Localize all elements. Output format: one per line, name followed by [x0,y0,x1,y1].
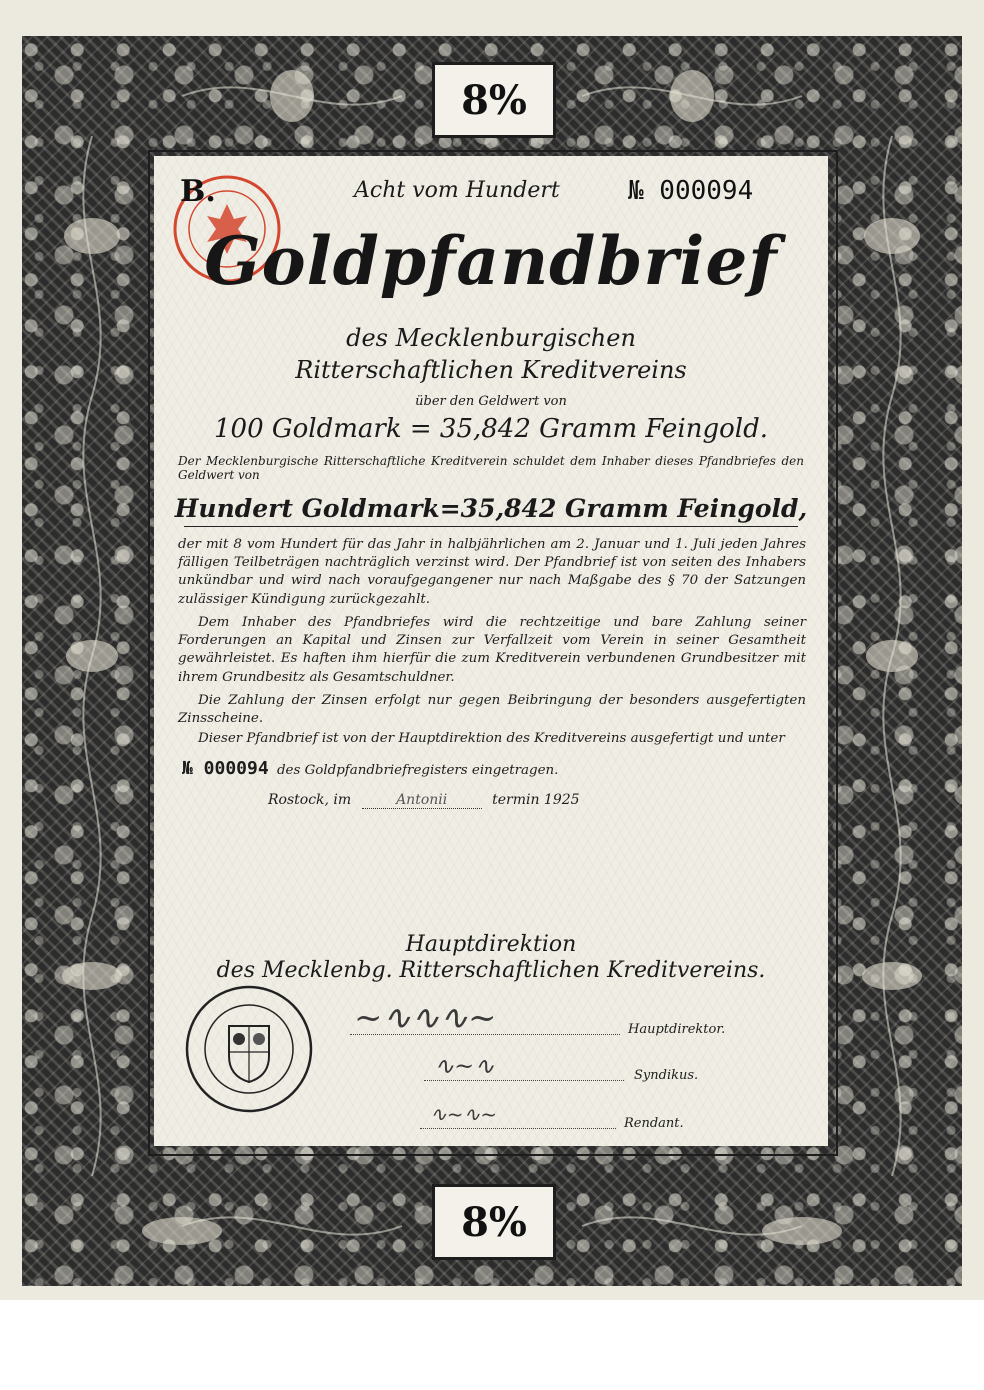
debt-intro: Der Mecklenburgische Ritterschaftliche Kreditverein schuldet dem Inhaber dieses Pfandbriefes den Geldwert von [178,454,804,482]
percent-top-text: 8% [461,76,527,124]
direktion-line-2: des Mecklenbg. Ritterschaftlichen Kreditvereins. [216,958,766,983]
signature-hauptdirektor: ~∿∿∿~ [354,998,497,1038]
place-label: Rostock, im [268,792,352,808]
value-intro: über den Geldwert von [415,394,567,409]
register-number: № 000094 [182,758,269,779]
signature-line-3 [420,1128,616,1129]
direktion-line-1: Hauptdirektion [405,932,577,957]
header-rate: Acht vom Hundert [354,178,560,203]
signature-line-2 [424,1080,624,1081]
document-title: Goldpfandbrief [204,222,778,300]
issuer-line-2: Ritterschaftlichen Kreditvereins [295,356,687,384]
paragraph-1: der mit 8 vom Hundert für das Jahr in halbjährlichen am 2. Januar und 1. Juli jeden Jahres fälligen Teilbeträgen nachträglich verzinst wird. Der Pfandbrief ist von seiten des Inhabers unkündbar und wird nach voraufgegangener nur nach Maßgabe des § 70 der Satzungen zulässiger Kündigung zurückgezahlt. [178,537,806,607]
register-tail: des Goldpfandbriefregisters eingetragen. [276,763,559,778]
paragraph-3: Die Zahlung der Zinsen erfolgt nur gegen Beibringung der besonders ausgefertigten Zinsscheine. [178,693,806,727]
bottom-margin [0,1300,984,1390]
paragraph-2: Dem Inhaber des Pfandbriefes wird die rechtzeitige und bare Zahlung seiner Forderungen an Kapital und Zinsen zur Verfallzeit vom Verein in seiner Gesamtheit gewährleistet. Es haften ihm hierfür die zum Kreditverein verbundenen Grundbesitzer mit ihrem Grundbesitz als Gesamtschuldner. [178,615,806,685]
place-month: Antonii [362,792,482,809]
value-line-2: Hundert Goldmark=35,842 Gramm Feingold, [174,494,808,523]
role-hauptdirektor: Hauptdirektor. [628,1022,726,1037]
place-date-line [268,792,580,809]
value-underline [184,526,798,527]
value-line: 100 Goldmark = 35,842 Gramm Feingold. [213,414,769,444]
official-seal-icon [184,984,314,1114]
text-panel [154,156,828,1146]
signature-line-1 [350,1034,620,1035]
signature-syndikus: ∿~∿ [434,1052,495,1080]
series-letter: B. [180,174,216,209]
header-number: № 000094 [628,176,754,206]
paragraph-4: Dieser Pfandbrief ist von der Hauptdirektion des Kreditvereins ausgefertigt und unter [198,731,785,746]
percent-box-bottom [432,1184,556,1260]
place-termin: termin 1925 [492,792,580,808]
signature-rendant: ∿~∿~ [430,1102,498,1126]
register-line [178,758,806,779]
percent-bottom-text: 8% [461,1198,527,1246]
percent-box-top [432,62,556,138]
issuer-line-1: des Mecklenburgischen [346,324,636,352]
role-syndikus: Syndikus. [634,1068,699,1083]
role-rendant: Rendant. [624,1116,684,1131]
